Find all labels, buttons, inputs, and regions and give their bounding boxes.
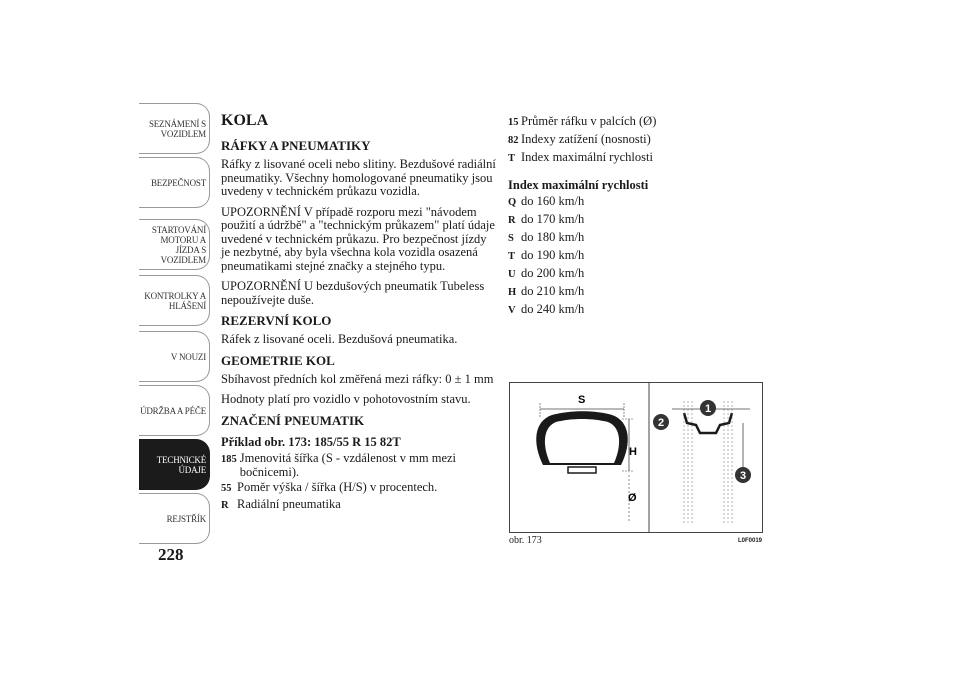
speed-key: S (508, 233, 514, 244)
code-row (221, 498, 496, 513)
text-geometrie-2: Hodnoty platí pro vozidlo v pohotovostním stavu. (221, 392, 471, 406)
heading-rafky: RÁFKY A PNEUMATIKY (221, 138, 371, 153)
code-text: Radiální pneumatika (237, 496, 341, 511)
text-geometrie-1: Sbíhavost předních kol změřená mezi ráfky: 0 ± 1 mm (221, 371, 494, 386)
tab-rejstrik[interactable] (139, 493, 210, 544)
speed-index-title: Index maximální rychlosti (508, 178, 649, 192)
warning-paragraph-1: UPOZORNĚNÍ V případě rozporu mezi "návodem použití a údržbě" a "technickým průkazem" platí údaje uvedené v technickém průkazu. Pro bezpečnost jízdy je nezbytné, aby byla všechna kola vozidla osazená pneumatikami stejné značky a stejného typu. (221, 204, 495, 273)
tab-label: KONTROLKY A HLÁŠENÍ (144, 290, 206, 311)
speed-text: do 210 km/h (521, 284, 585, 298)
speed-text: do 240 km/h (521, 302, 585, 316)
tab-udrzba[interactable] (139, 385, 210, 436)
heading-geometrie: GEOMETRIE KOL (221, 352, 335, 368)
text-rafky: Ráfky z lisované oceli nebo slitiny. Bezdušové radiální pneumatiky. Všechny homologované pneumatiky jsou uvedeny v technickém průkazu vozidla. (221, 157, 496, 198)
tire-figure (509, 382, 763, 533)
tab-label: V NOUZI (170, 351, 206, 362)
code-key: R (221, 499, 229, 511)
figure-code: L0F0019 (738, 538, 763, 544)
tab-seznameni[interactable] (139, 103, 210, 154)
tab-v-nouzi[interactable] (139, 331, 210, 382)
heading-rezervni: REZERVNÍ KOLO (221, 313, 332, 328)
callout-3-label: 3 (739, 470, 747, 482)
speed-text: do 200 km/h (521, 266, 585, 280)
speed-row (508, 283, 708, 301)
code-key: 15 (508, 117, 519, 128)
code-key: 55 (221, 483, 232, 494)
tire-inner-shape (545, 419, 619, 463)
label-s: S (578, 394, 586, 406)
speed-text: do 170 km/h (521, 212, 585, 226)
rim-guide-lines (684, 401, 732, 523)
code-text: Index maximální rychlosti (521, 150, 653, 164)
rim-shape (568, 467, 596, 473)
tab-label: ÚDRŽBA A PÉČE (140, 405, 206, 416)
right-column (508, 113, 708, 319)
label-diameter: Ø (628, 492, 637, 504)
tab-label: TECHNICKÉ ÚDAJE (156, 454, 206, 475)
speed-text: do 190 km/h (521, 248, 585, 262)
code-text: Indexy zatížení (nosnosti) (521, 132, 651, 146)
page-title: KOLA (221, 112, 269, 129)
figure-caption: obr. 173 (509, 535, 542, 546)
speed-row (508, 301, 708, 319)
tab-bezpecnost[interactable] (139, 157, 210, 208)
code-row (508, 113, 708, 131)
speed-row (508, 265, 708, 283)
label-h: H (629, 446, 637, 458)
tab-label: STARTOVÁNÍ MOTORU A JÍZDA S VOZIDLEM (151, 224, 206, 265)
speed-key: U (508, 269, 516, 280)
code-row (508, 149, 708, 167)
speed-key: H (508, 287, 517, 298)
tab-label: REJSTŘÍK (166, 513, 206, 524)
speed-key: R (508, 215, 516, 226)
speed-key: Q (508, 197, 517, 208)
heading-znaceni: ZNAČENÍ PNEUMATIK (221, 412, 365, 428)
speed-text: do 160 km/h (521, 194, 585, 208)
code-text: Jmenovitá šířka (S - vzdálenost v mm mezi bočnicemi). (239, 451, 457, 479)
code-row (508, 131, 708, 149)
speed-text: do 180 km/h (521, 230, 585, 244)
code-row (221, 481, 496, 496)
tab-label: BEZPEČNOST (150, 177, 206, 188)
example-line: Příklad obr. 173: 185/55 R 15 82T (221, 434, 401, 449)
code-key: 82 (508, 135, 519, 146)
speed-key: T (508, 251, 516, 262)
tab-startovani[interactable] (139, 219, 210, 270)
tire-diagram (510, 383, 762, 532)
speed-row (508, 211, 708, 229)
page-number: 228 (158, 545, 184, 564)
left-column (221, 113, 496, 514)
callout-2-label: 2 (657, 417, 665, 429)
speed-row (508, 247, 708, 265)
tab-label: SEZNÁMENÍ S VOZIDLEM (148, 118, 206, 139)
code-text: Poměr výška / šířka (H/S) v procentech. (237, 480, 438, 494)
callout-1-label: 1 (704, 403, 712, 415)
speed-row (508, 193, 708, 211)
tab-kontrolky[interactable] (139, 275, 210, 326)
warning-paragraph-2: UPOZORNĚNÍ U bezdušových pneumatik Tubeless nepoužívejte duše. (221, 279, 485, 307)
text-rezervni: Ráfek z lisované oceli. Bezdušová pneumatika. (221, 332, 458, 346)
speed-row (508, 229, 708, 247)
code-row (221, 452, 496, 479)
code-key: 185 (221, 454, 237, 465)
code-text: Průměr ráfku v palcích (Ø) (521, 114, 657, 128)
speed-key: V (508, 305, 516, 316)
tab-technicke-udaje[interactable] (139, 439, 210, 490)
code-key: T (508, 153, 516, 164)
